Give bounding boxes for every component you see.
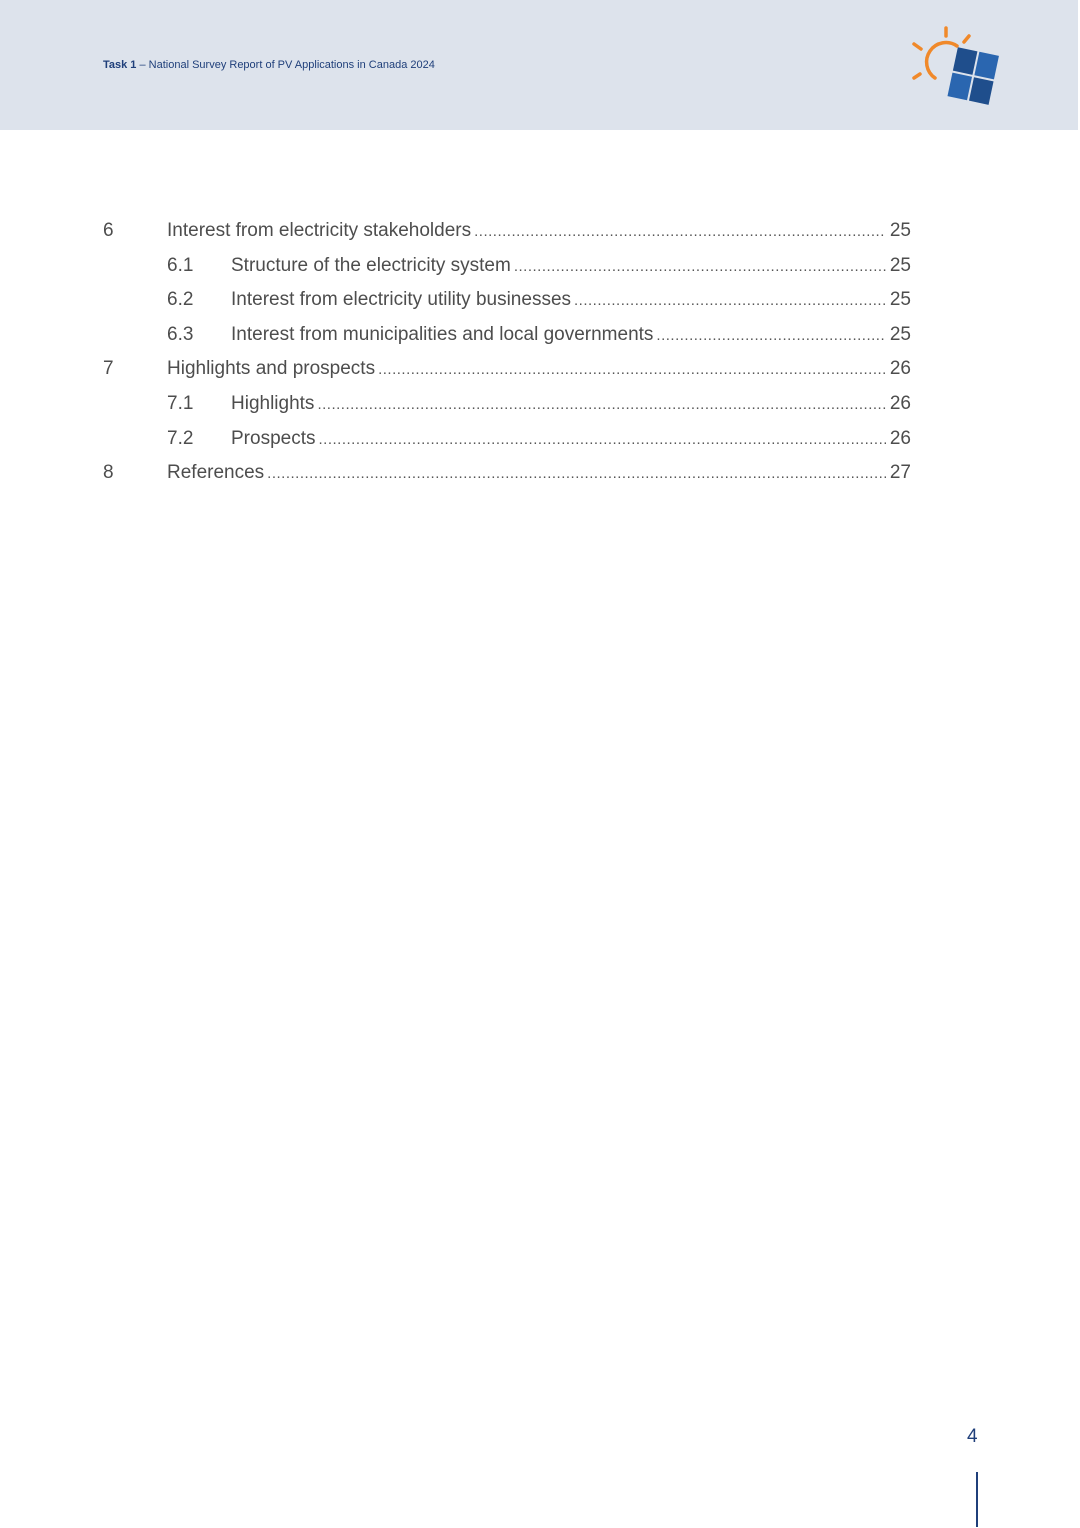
toc-section-title: Highlights — [231, 392, 315, 414]
toc-entry[interactable] — [103, 249, 911, 284]
toc-section-title: References — [167, 462, 265, 484]
toc-page-number: 27 — [889, 462, 911, 484]
toc-section-number: 6 — [103, 220, 114, 241]
toc-line — [167, 456, 911, 492]
toc-section-number: 7 — [103, 358, 114, 380]
toc-line — [231, 249, 911, 285]
toc-leader-dots — [318, 423, 885, 458]
toc-page-number: 25 — [889, 220, 911, 241]
toc-section-title: Structure of the electricity system — [231, 254, 511, 276]
toc-section-number: 6.2 — [167, 289, 194, 311]
toc-page-number: 25 — [889, 323, 911, 345]
toc-leader-dots — [514, 250, 886, 285]
sun-and-solar-panel-logo-icon — [905, 22, 1005, 114]
toc-page-number: 25 — [889, 289, 911, 311]
task-label: Task 1 — [103, 59, 137, 71]
toc-leader-dots — [378, 353, 886, 388]
report-title: – National Survey Report of PV Applications in Canada 2024 — [136, 59, 435, 71]
toc-page-number: 26 — [889, 392, 911, 414]
toc-line — [167, 352, 911, 388]
toc-entry[interactable] — [103, 318, 911, 353]
toc-entry[interactable] — [103, 422, 911, 457]
toc-line — [231, 283, 911, 319]
toc-section-number: 8 — [103, 462, 114, 484]
toc-section-title: Prospects — [231, 427, 316, 449]
toc-leader-dots — [656, 319, 885, 354]
toc-entry[interactable] — [103, 456, 911, 491]
toc-section-title: Highlights and prospects — [167, 358, 376, 380]
toc-entry[interactable] — [103, 352, 911, 387]
table-of-contents — [103, 214, 911, 491]
toc-page-number: 26 — [889, 427, 911, 449]
toc-leader-dots — [574, 284, 886, 319]
toc-page-number: 26 — [889, 358, 911, 380]
footer-rule — [976, 1472, 978, 1527]
toc-entry[interactable] — [103, 214, 911, 249]
toc-line — [167, 214, 911, 250]
toc-section-number: 7.2 — [167, 427, 194, 449]
toc-section-number: 6.3 — [167, 323, 194, 345]
toc-section-number: 7.1 — [167, 392, 194, 414]
toc-page-number: 25 — [889, 254, 911, 276]
toc-line — [231, 318, 911, 354]
toc-line — [231, 387, 911, 423]
running-header — [103, 59, 435, 71]
page-number: 4 — [967, 1426, 978, 1447]
toc-leader-dots — [267, 457, 886, 492]
toc-leader-dots — [317, 388, 885, 423]
toc-section-title: Interest from electricity utility businesses — [231, 289, 572, 311]
toc-section-title: Interest from municipalities and local governments — [231, 323, 654, 345]
toc-section-number: 6.1 — [167, 254, 194, 276]
toc-leader-dots — [474, 215, 886, 250]
toc-entry[interactable] — [103, 387, 911, 422]
toc-section-title: Interest from electricity stakeholders — [167, 220, 472, 241]
toc-line — [231, 422, 911, 458]
toc-entry[interactable] — [103, 283, 911, 318]
